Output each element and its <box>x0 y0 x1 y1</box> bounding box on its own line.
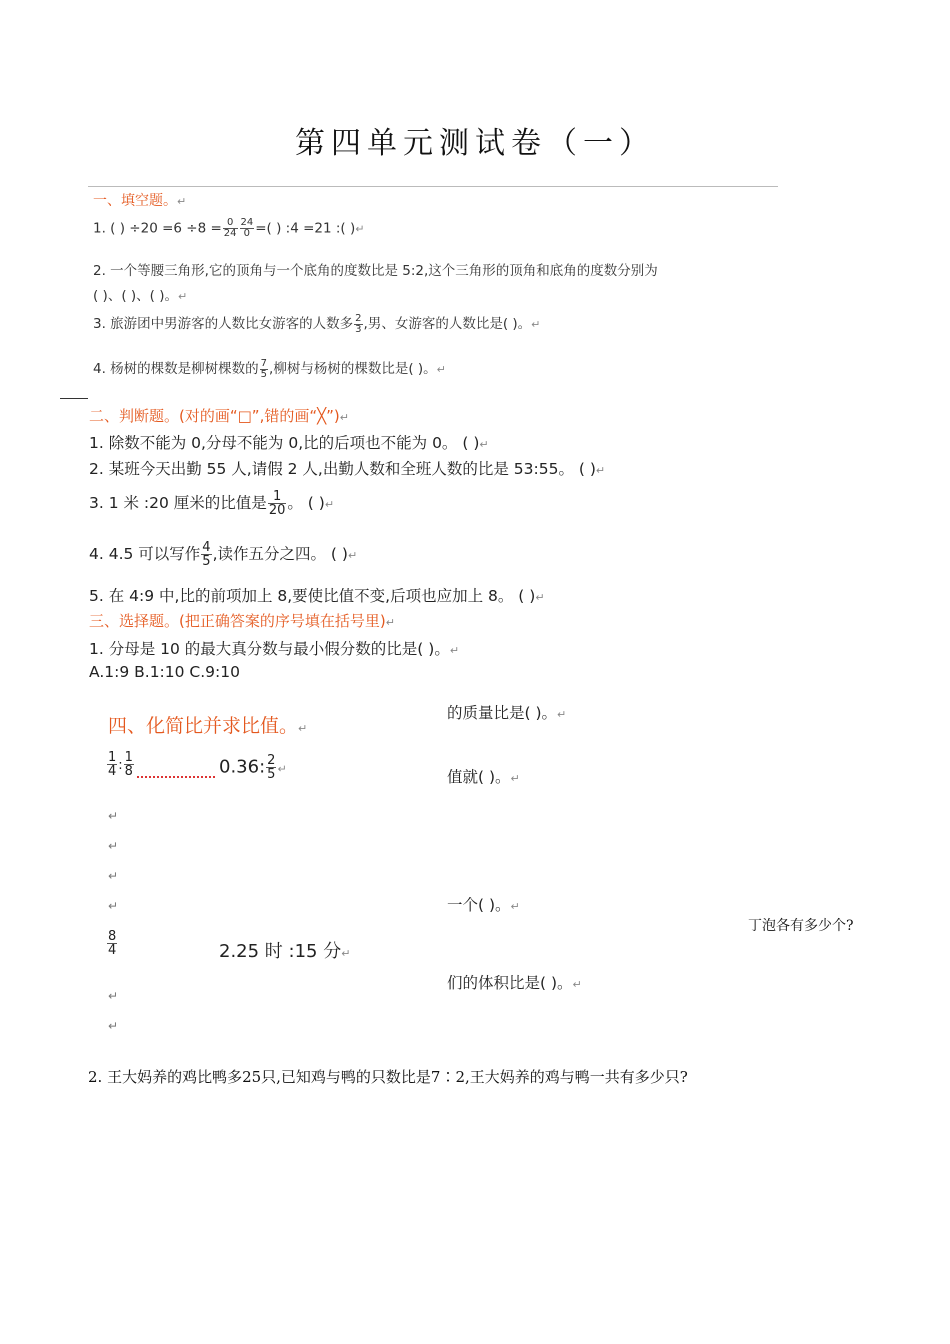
s1-question-2-line2: ( )、( )、( )。↵ <box>93 288 188 304</box>
section1-heading: 一、填空题。↵ <box>93 193 187 209</box>
spellcheck-underline <box>137 772 215 778</box>
return-mark: ↵ <box>108 839 119 853</box>
section3-heading: 三、选择题。(把正确答案的序号填在括号里)↵ <box>89 612 395 630</box>
s3-question-5-fragment: 们的体积比是( )。↵ <box>447 974 582 992</box>
fraction: $\frac{8}{4}$ <box>108 929 117 958</box>
s2-question-4: 4. 4.5 可以写作 $\frac{4}{5}$ ,读作五分之四。 ( )↵ <box>89 540 358 569</box>
section4-heading: 四、化简比并求比值。↵ <box>108 715 308 737</box>
fraction: $\frac{1}{4}$ <box>108 750 117 779</box>
fraction: $\frac{24}{0}$ <box>240 217 254 239</box>
s5-question-1-fragment: 丁泡各有多少个? <box>748 918 854 934</box>
s4-problem-2: 0.36: $\frac{2}{5}$ ↵ <box>219 753 287 782</box>
s1-question-4: 4. 杨树的棵数是柳树棵数的 $\frac{7}{5}$ ,柳树与杨树的棵数比是( )。↵ <box>93 357 446 380</box>
return-mark: ↵ <box>108 899 119 913</box>
s1-question-1: 1. ( ) ÷20 =6 ÷8 = $\frac{0}{24}$ $\frac{24}{0}$ =( ) :4 =21 :( )↵ <box>93 217 365 239</box>
s4-problem-3 <box>106 930 118 957</box>
return-mark: ↵ <box>108 809 119 823</box>
fraction: $\frac{1}{20}$ <box>268 489 286 518</box>
s4-problem-1: $\frac{1}{4}$ : $\frac{1}{8}$ <box>106 751 215 778</box>
s2-question-5: 5. 在 4:9 中,比的前项加上 8,要使比值不变,后项也应加上 8。 ( )↵ <box>89 587 545 605</box>
s2-question-1: 1. 除数不能为 0,分母不能为 0,比的后项也不能为 0。 ( )↵ <box>89 434 489 452</box>
fraction: $\frac{2}{3}$ <box>355 312 362 335</box>
s3-question-2-fragment: 的质量比是( )。↵ <box>447 704 567 722</box>
return-mark: ↵ <box>108 1019 119 1033</box>
s3-question-3-fragment: 值就( )。↵ <box>447 768 520 786</box>
s2-question-3: 3. 1 米 :20 厘米的比值是 $\frac{1}{20}$ 。 ( )↵ <box>89 489 335 518</box>
fraction: $\frac{7}{5}$ <box>260 357 268 380</box>
return-mark: ↵ <box>108 869 119 883</box>
fraction: $\frac{1}{8}$ <box>124 750 133 779</box>
title-divider <box>88 186 778 187</box>
fraction: $\frac{2}{5}$ <box>267 753 276 782</box>
s4-problem-4: 2.25 时 :15 分↵ <box>219 941 351 962</box>
margin-line <box>60 398 88 399</box>
s2-question-2: 2. 某班今天出勤 55 人,请假 2 人,出勤人数和全班人数的比是 53:55。 ( )↵ <box>89 460 606 478</box>
fraction: $\frac{4}{5}$ <box>202 540 211 569</box>
s5-question-2: 2. 王大妈养的鸡比鸭多25只,已知鸡与鸭的只数比是7∶2,王大妈养的鸡与鸭一共有多少只? <box>88 1068 688 1086</box>
return-mark: ↵ <box>108 989 119 1003</box>
s1-question-2-line1: 2. 一个等腰三角形,它的顶角与一个底角的度数比是 5:2,这个三角形的顶角和底角的度数分别为 <box>93 263 658 279</box>
fraction: $\frac{0}{24}$ <box>223 217 237 239</box>
s1-question-3: 3. 旅游团中男游客的人数比女游客的人数多 $\frac{2}{3}$ ,男、女游客的人数比是( )。↵ <box>93 312 541 335</box>
page-title: 第四单元测试卷（一） <box>295 126 655 161</box>
s3-question-1: 1. 分母是 10 的最大真分数与最小假分数的比是( )。↵ <box>89 640 460 658</box>
s3-options: A.1:9 B.1:10 C.9:10 <box>89 663 240 681</box>
section2-heading: 二、判断题。(对的画“□”,错的画“╳”)↵ <box>89 407 349 425</box>
s3-question-4-fragment: 一个( )。↵ <box>447 896 520 914</box>
